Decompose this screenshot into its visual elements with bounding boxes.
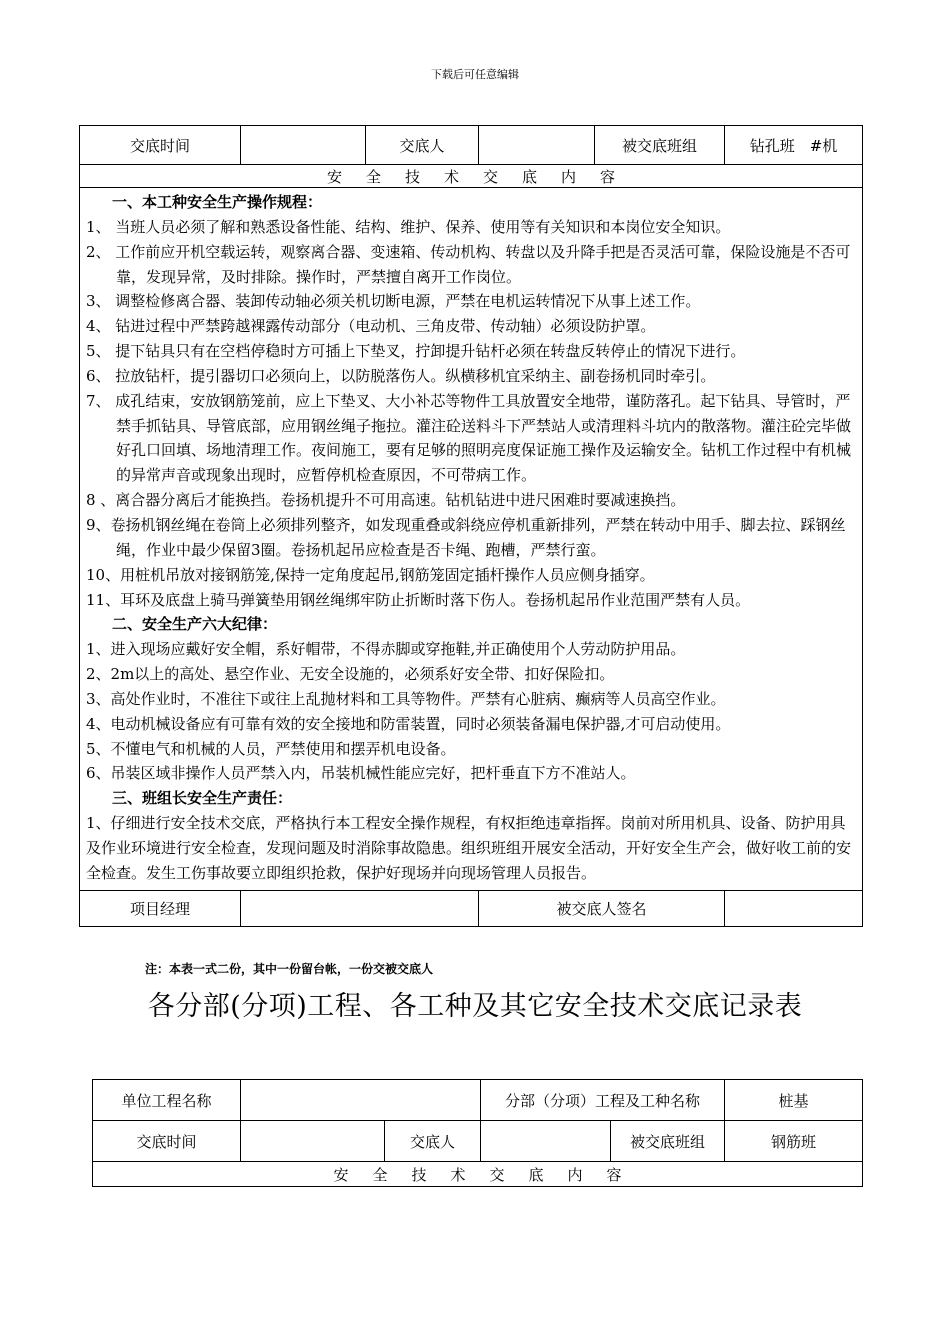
unit-project-value[interactable] <box>241 1080 481 1121</box>
rule-item: 8 、离合器分离后才能换挡。卷扬机提升不可用高速。钻机钻进中进尺困难时要减速换挡。 <box>86 491 686 510</box>
receiving-team-value: 钢筋班 <box>725 1121 863 1162</box>
receiver-signature[interactable] <box>725 890 863 926</box>
discipline-item: 1、进入现场应戴好安全帽，系好帽带，不得赤脚或穿拖鞋,并正确使用个人劳动防护用品。 <box>86 640 686 659</box>
presenter-value[interactable] <box>479 126 595 165</box>
discipline-item: 2、2m以上的高处、悬空作业、无安全设施的，必须系好安全带、扣好保险扣。 <box>86 665 615 684</box>
discipline-item: 3、高处作业时，不准往下或往上乱抛材料和工具等物件。严禁有心脏病、癫病等人员高空作业。 <box>86 689 726 708</box>
discipline-item: 5、不懂电气和机械的人员，严禁使用和摆弄机电设备。 <box>86 739 456 758</box>
presenter-label: 交底人 <box>385 1121 481 1162</box>
sub-project-label: 分部（分项）工程及工种名称 <box>481 1080 725 1121</box>
handover-time-label: 交底时间 <box>93 1121 241 1162</box>
section-heading-1: 一、本工种安全生产操作规程： <box>112 193 323 211</box>
receiver-signature-label: 被交底人签名 <box>479 890 725 926</box>
project-manager-label: 项目经理 <box>80 890 241 926</box>
sub-project-value: 桩基 <box>725 1080 863 1121</box>
safety-briefing-table-1 <box>79 125 863 927</box>
project-manager-signature[interactable] <box>241 890 479 926</box>
presenter-value[interactable] <box>481 1121 611 1162</box>
section-title: 安全技术交底内容 <box>80 165 863 188</box>
rule-item: 11、耳环及底盘上骑马弹簧垫用钢丝绳绑牢防止折断时落下伤人。卷扬机起吊作业范围严禁有人员。 <box>86 590 751 609</box>
rule-item: 4、 钻进过程中严禁跨越裸露传动部分（电动机、三角皮带、传动轴）必须设防护罩。 <box>86 317 656 336</box>
rule-item: 7、 成孔结束，安放钢筋笼前，应上下垫叉、大小补芯等物件工具放置安全地带，谨防落孔。起下钻具、导管时，严禁手抓钻具、导管底部，应用钢丝绳子拖拉。灌注砼送料斗下严禁站人或清理料斗坑内的散落物。灌注砼完毕做好孔口回填、场地清理工作。夜间施工，要有足够的照明亮度保证施工操作及运输安全。钻机工作过程中有机械的异常声音或现象出现时，应暂停机检查原因，不可带病工作。 <box>86 391 852 485</box>
document-title: 各分部(分项)工程、各工种及其它安全技术交底记录表 <box>147 991 803 1022</box>
briefing-content <box>80 188 863 891</box>
receiving-team-label: 被交底班组 <box>611 1121 725 1162</box>
rule-item: 5、 提下钻具只有在空档停稳时方可插上下垫叉，拧卸提升钻杆必须在转盘反转停止的情况下进行。 <box>86 342 746 361</box>
discipline-item: 4、电动机械设备应有可靠有效的安全接地和防雷装置，同时必须装备漏电保护器,才可启动使用。 <box>86 714 731 733</box>
responsibility-item: 1、仔细进行安全技术交底，严格执行本工程安全操作规程，有权拒绝违章指挥。岗前对所用机具、设备、防护用具及作业环境进行安全检查，发现问题及时消除事故隐患。组织班组开展安全活动，开好安全生产会，做好收工前的安全检查。发生工伤事故要立即组织抢救，保护好现场并向现场管理人员报告。 <box>86 814 852 882</box>
section-heading-3: 三、班组长安全生产责任： <box>112 789 293 808</box>
section-title: 安全技术交底内容 <box>93 1162 863 1187</box>
rule-item: 9、卷扬机钢丝绳在卷筒上必须排列整齐，如发现重叠或斜绕应停机重新排列，严禁在转动中用手、脚去拉、踩钢丝绳，作业中最少保留3圈。卷扬机起吊应检查是否卡绳、跑槽，严禁行蛮。 <box>86 515 846 559</box>
handover-time-value[interactable] <box>241 126 366 165</box>
safety-briefing-table-2 <box>92 1079 863 1187</box>
presenter-label: 交底人 <box>366 126 479 165</box>
section-heading-2: 二、安全生产六大纪律： <box>112 615 278 634</box>
receiving-team-value: 钻孔班 #机 <box>725 126 863 165</box>
handover-time-value[interactable] <box>241 1121 385 1162</box>
footnote: 注：本表一式二份，其中一份留台帐，一份交被交底人 <box>145 962 434 976</box>
rule-item: 10、用桩机吊放对接钢筋笼,保持一定角度起吊,钢筋笼固定插杆操作人员应侧身插穿。 <box>86 565 655 584</box>
unit-project-label: 单位工程名称 <box>93 1080 241 1121</box>
rule-item: 2、 工作前应开机空载运转，观察离合器、变速箱、传动机构、转盘以及升降手把是否灵活可靠，保险设施是不否可靠，发现异常，及时排除。操作时，严禁擅自离开工作岗位。 <box>86 242 851 286</box>
rule-item: 6、 拉放钻杆，提引器切口必须向上，以防脱落伤人。纵横移机宜采纳主、副卷扬机同时牵引。 <box>86 366 716 385</box>
discipline-item: 6、吊装区域非操作人员严禁入内，吊装机械性能应完好，把杆垂直下方不准站人。 <box>86 764 636 783</box>
receiving-team-label: 被交底班组 <box>595 126 725 165</box>
page-header: 下载后可任意编辑 <box>431 68 519 81</box>
rule-item: 3、 调整检修离合器、装卸传动轴必须关机切断电源，严禁在电机运转情况下从事上述工作。 <box>86 292 701 311</box>
rule-item: 1、 当班人员必须了解和熟悉设备性能、结构、维护、保养、使用等有关知识和本岗位安全知识。 <box>86 217 731 236</box>
handover-time-label: 交底时间 <box>80 126 241 165</box>
